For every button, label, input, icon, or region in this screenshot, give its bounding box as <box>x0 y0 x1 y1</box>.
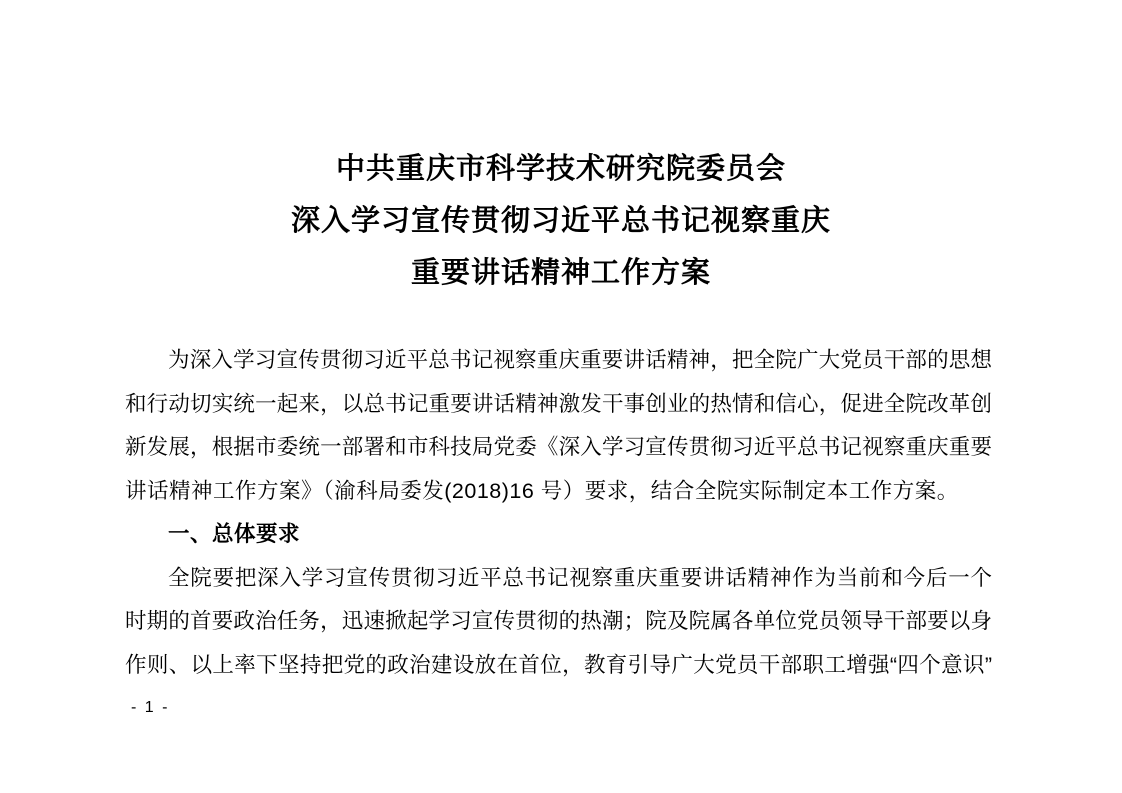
body-line: 时期的首要政治任务，迅速掀起学习宣传贯彻的热潮；院及院属各单位党员领导干部要以身 <box>125 609 992 633</box>
document-title <box>0 143 1122 299</box>
body-line: 讲话精神工作方案》（渝科局委发(2018)16 号）要求，结合全院实际制定本工作方案。 <box>125 478 959 503</box>
body-line: 全院要把深入学习宣传贯彻习近平总书记视察重庆重要讲话精神作为当前和今后一个 <box>168 565 992 590</box>
title-line-3: 重要讲话精神工作方案 <box>410 257 711 289</box>
title-line-1: 中共重庆市科学技术研究院委员会 <box>335 153 786 185</box>
document-body <box>125 339 992 687</box>
page-number: - 1 - <box>131 699 170 716</box>
body-line: 作则、以上率下坚持把党的政治建设放在首位，教育引导广大党员干部职工增强“四个意识” <box>125 652 992 677</box>
body-line: 和行动切实统一起来，以总书记重要讲话精神激发干事创业的热情和信心，促进全院改革创 <box>125 391 992 416</box>
body-line: 为深入学习宣传贯彻习近平总书记视察重庆重要讲话精神，把全院广大党员干部的思想 <box>168 348 992 372</box>
title-line-2: 深入学习宣传贯彻习近平总书记视察重庆 <box>290 205 831 237</box>
section-heading: 一、总体要求 <box>168 522 301 546</box>
body-line: 新发展，根据市委统一部署和市科技局党委《深入学习宣传贯彻习近平总书记视察重庆重要 <box>125 435 992 459</box>
